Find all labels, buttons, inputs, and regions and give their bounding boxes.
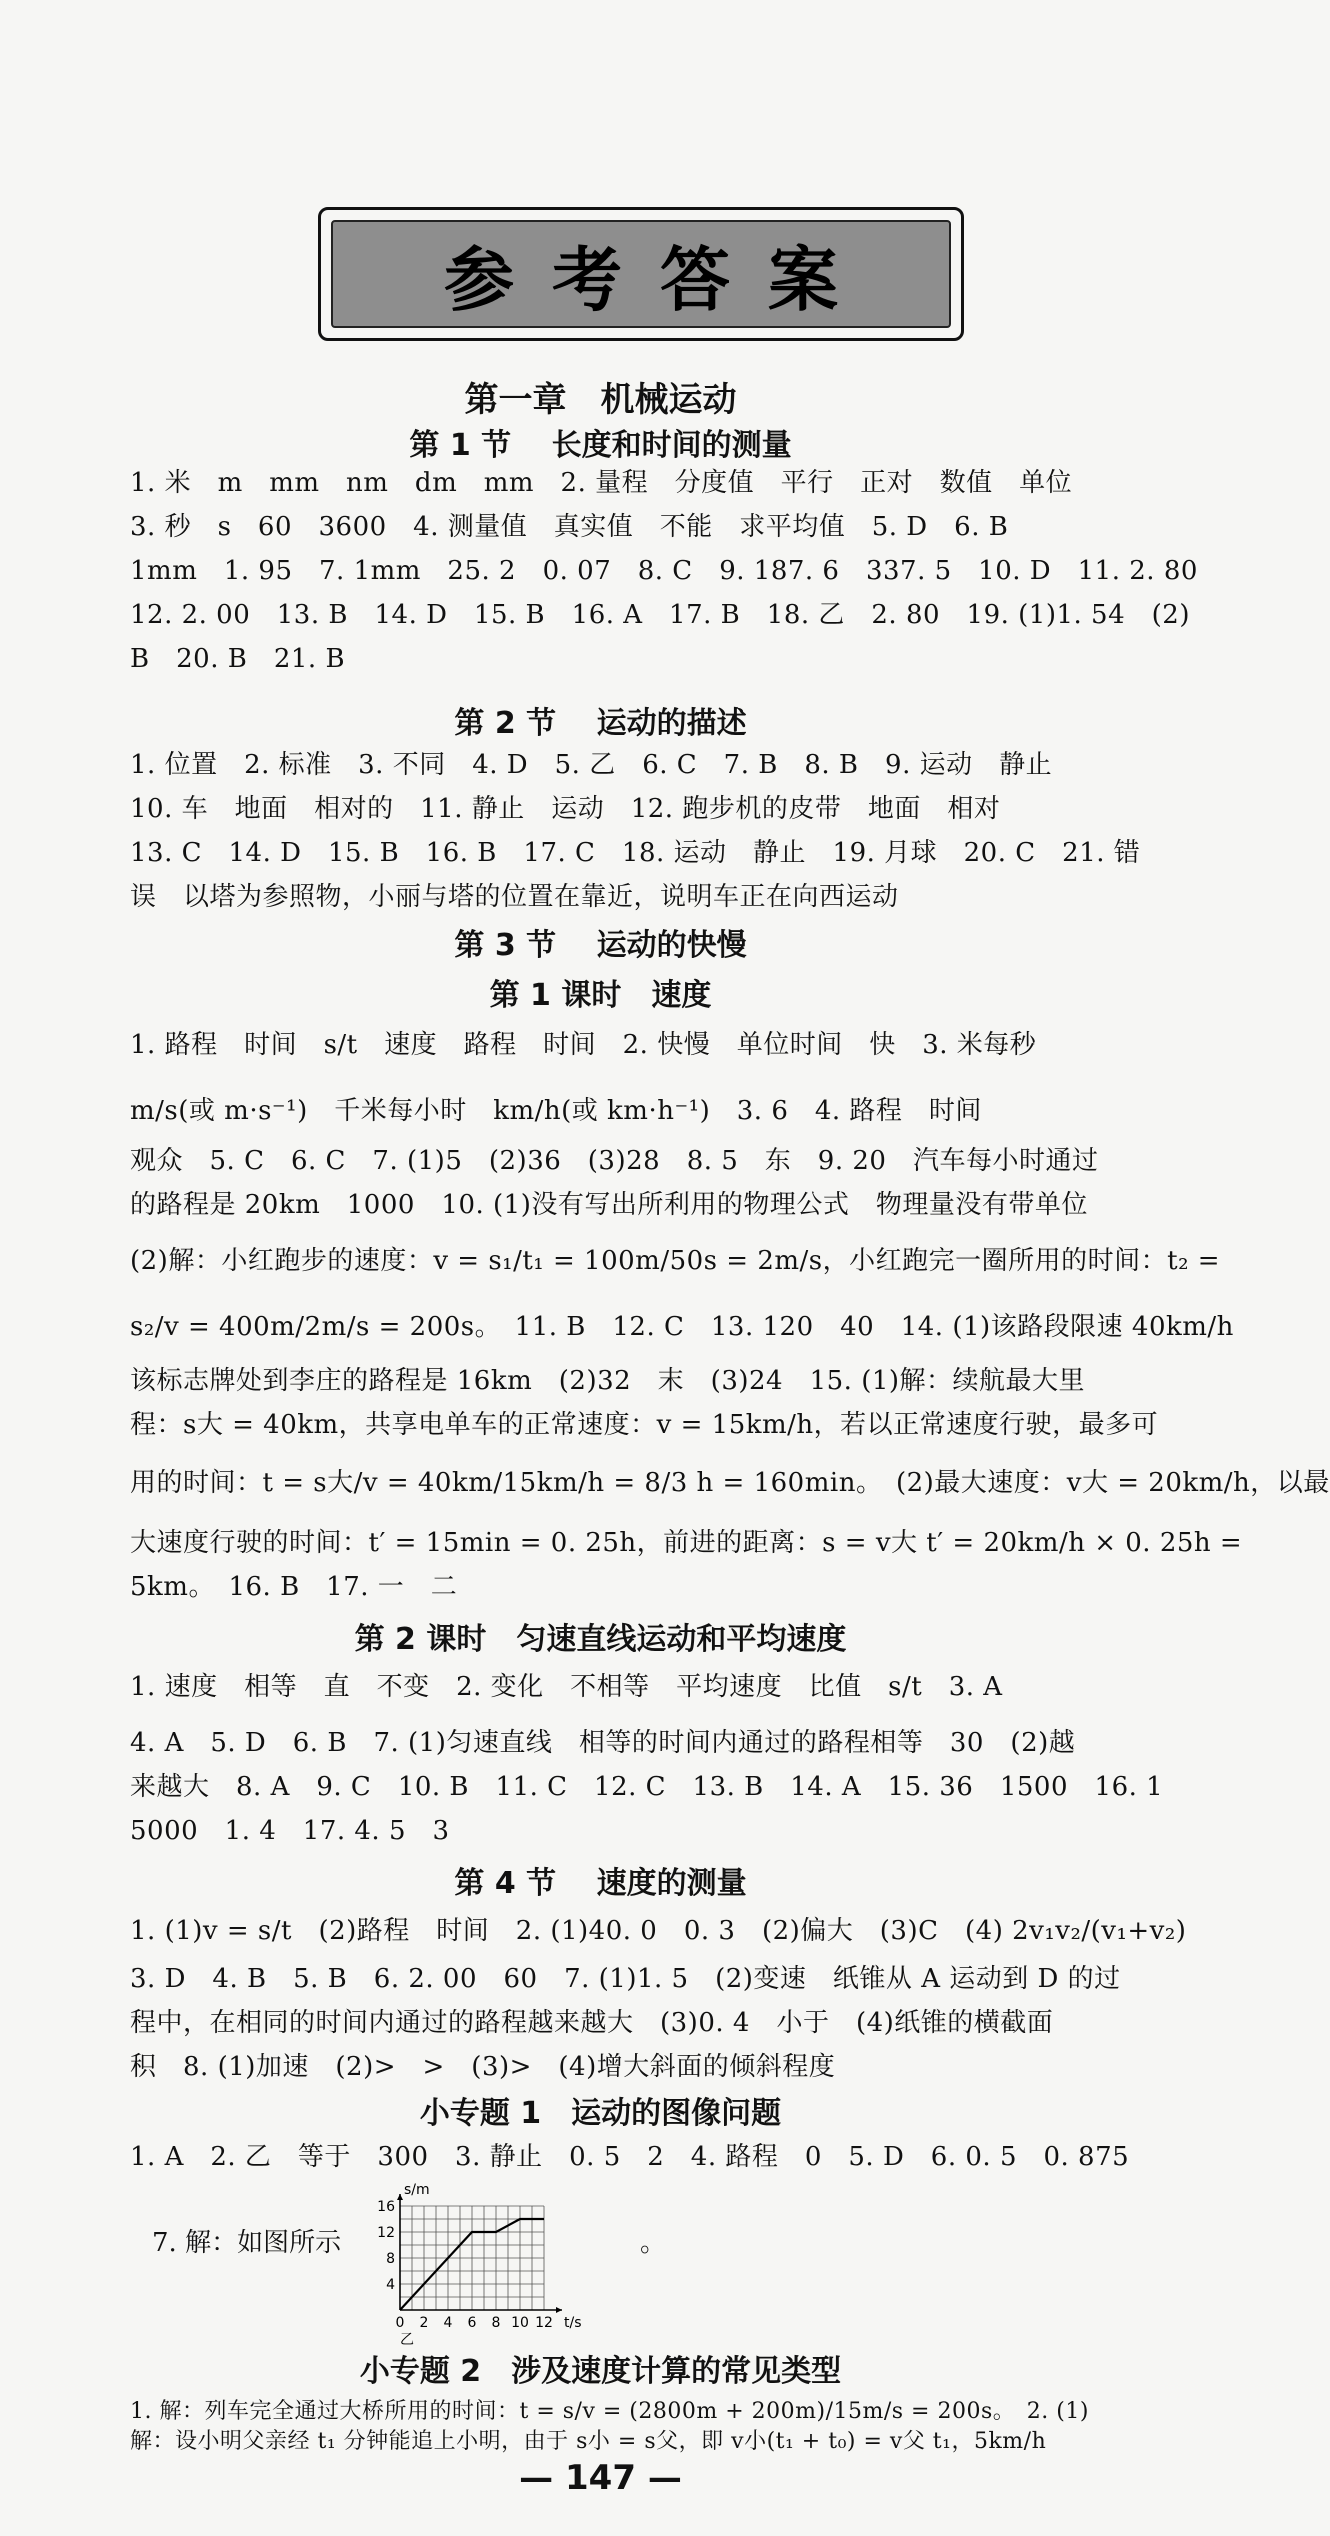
section-heading-1: 第 1 节 长度和时间的测量 <box>409 428 792 463</box>
answer-line: (2)解：小红跑步的速度：v = s₁/t₁ = 100m/50s = 2m/s，小红跑完一圈所用的时间：t₂ = <box>130 1246 1221 1276</box>
figure-sublabel: 乙 <box>400 2332 414 2348</box>
answer-line: 1. A 2. 乙 等于 300 3. 静止 0. 5 2 4. 路程 0 5. D 6. 0. 5 0. 875 <box>130 2142 1130 2172</box>
graph-labels <box>377 2182 581 2348</box>
distance-time-graph <box>370 2180 630 2348</box>
answer-line: 4. A 5. D 6. B 7. (1)匀速直线 相等的时间内通过的路程相等 30 (2)越 <box>130 1728 1076 1758</box>
graph-grid <box>400 2206 544 2310</box>
answer-line: 3. 秒 s 60 3600 4. 测量值 真实值 不能 求平均值 5. D 6. B <box>130 512 1009 542</box>
banner-title: 参考答案 <box>444 238 876 321</box>
x-tick-label: 10 <box>511 2315 529 2331</box>
y-tick-label: 8 <box>386 2251 395 2267</box>
x-tick-label: 12 <box>535 2315 553 2331</box>
answer-key-banner <box>318 207 964 341</box>
answer-line: 解：设小明父亲经 t₁ 分钟能追上小明，由于 s小 = s父，即 v小(t₁ + t₀) = v父 t₁，5km/h <box>130 2429 1047 2454</box>
answer-line: 用的时间：t = s大/v = 40km/15km/h = 8/3 h = 160min。 (2)最大速度：v大 = 20km/h，以最 <box>130 1468 1330 1498</box>
answer-line: 大速度行驶的时间：t′ = 15min = 0. 25h，前进的距离：s = v大 t′ = 20km/h × 0. 25h = <box>130 1528 1243 1558</box>
answer-line: 误 以塔为参照物，小丽与塔的位置在靠近，说明车正在向西运动 <box>130 882 899 912</box>
page-number: — 147 — <box>519 2458 682 2498</box>
answer-line: 12. 2. 00 13. B 14. D 15. B 16. A 17. B 18. 乙 2. 80 19. (1)1. 54 (2) <box>130 600 1190 630</box>
answer-line: 10. 车 地面 相对的 11. 静止 运动 12. 跑步机的皮带 地面 相对 <box>130 794 1001 824</box>
answer-line: 程：s大 = 40km，共享电单车的正常速度：v = 15km/h，若以正常速度行驶，最多可 <box>130 1410 1159 1440</box>
answer-line: 5000 1. 4 17. 4. 5 3 <box>130 1816 450 1846</box>
x-axis-arrow <box>556 2307 562 2313</box>
answer-line: 5km。 16. B 17. 一 二 <box>130 1572 458 1602</box>
section-heading-4: 第 4 节 速度的测量 <box>454 1866 747 1901</box>
y-tick-label: 4 <box>386 2277 395 2293</box>
graph-axes <box>397 2194 562 2313</box>
section-heading-3: 第 3 节 运动的快慢 <box>454 928 747 963</box>
answer-line: 1. (1)v = s/t (2)路程 时间 2. (1)40. 0 0. 3 (2)偏大 (3)C (4) 2v₁v₂/(v₁+v₂) <box>130 1916 1187 1946</box>
y-tick-label: 16 <box>377 2199 395 2215</box>
answer-line: 的路程是 20km 1000 10. (1)没有写出所利用的物理公式 物理量没有带单位 <box>130 1190 1088 1220</box>
x-tick-label: 8 <box>491 2315 501 2331</box>
answer-line: m/s(或 m·s⁻¹) 千米每小时 km/h(或 km·h⁻¹) 3. 6 4. 路程 时间 <box>130 1096 982 1126</box>
answer-line: 程中，在相同的时间内通过的路程越来越大 (3)0. 4 小于 (4)纸锥的横截面 <box>130 2008 1054 2038</box>
answer-line: 1. 米 m mm nm dm mm 2. 量程 分度值 平行 正对 数值 单位 <box>130 468 1073 498</box>
answer-line: B 20. B 21. B <box>130 644 346 674</box>
figure-trailing: 。 <box>640 2228 667 2258</box>
answer-line: 1. 位置 2. 标准 3. 不同 4. D 5. 乙 6. C 7. B 8. B 9. 运动 静止 <box>130 750 1053 780</box>
x-axis-label: t/s <box>564 2315 582 2331</box>
y-tick-label: 12 <box>377 2225 395 2241</box>
figure-caption: 7. 解：如图所示 <box>152 2228 342 2258</box>
x-tick-label: 6 <box>467 2315 477 2331</box>
answer-line: 1. 路程 时间 s/t 速度 路程 时间 2. 快慢 单位时间 快 3. 米每秒 <box>130 1030 1037 1060</box>
banner-panel <box>331 220 951 328</box>
x-tick-label: 0 <box>395 2315 405 2331</box>
chapter-title: 第一章 机械运动 <box>464 380 737 420</box>
answer-line: 观众 5. C 6. C 7. (1)5 (2)36 (3)28 8. 5 东 9. 20 汽车每小时通过 <box>130 1146 1099 1176</box>
answer-line: 1mm 1. 95 7. 1mm 25. 2 0. 07 8. C 9. 187. 6 337. 5 10. D 11. 2. 80 <box>130 556 1198 586</box>
answer-line: 来越大 8. A 9. C 10. B 11. C 12. C 13. B 14. A 15. 36 1500 16. 1 <box>130 1772 1164 1802</box>
topic-heading-1: 小专题 1 运动的图像问题 <box>419 2096 782 2131</box>
x-tick-label: 2 <box>419 2315 429 2331</box>
lesson-heading-1: 第 1 课时 速度 <box>489 978 712 1013</box>
lesson-heading-2: 第 2 课时 匀速直线运动和平均速度 <box>354 1622 847 1657</box>
graph-svg <box>370 2180 630 2348</box>
answer-line: 3. D 4. B 5. B 6. 2. 00 60 7. (1)1. 5 (2)变速 纸锥从 A 运动到 D 的过 <box>130 1964 1121 1994</box>
answer-line: 该标志牌处到李庄的路程是 16km (2)32 末 (3)24 15. (1)解：续航最大里 <box>130 1366 1086 1396</box>
y-axis-label: s/m <box>404 2182 430 2198</box>
answer-line: 1. 解：列车完全通过大桥所用的时间：t = s/v = (2800m + 200m)/15m/s = 200s。 2. (1) <box>130 2399 1089 2424</box>
answer-line: s₂/v = 400m/2m/s = 200s。 11. B 12. C 13. 120 40 14. (1)该路段限速 40km/h <box>130 1312 1234 1342</box>
topic-heading-2: 小专题 2 涉及速度计算的常见类型 <box>359 2354 842 2389</box>
x-tick-label: 4 <box>443 2315 453 2331</box>
section-heading-2: 第 2 节 运动的描述 <box>454 706 747 741</box>
answer-line: 13. C 14. D 15. B 16. B 17. C 18. 运动 静止 19. 月球 20. C 21. 错 <box>130 838 1141 868</box>
answer-line: 积 8. (1)加速 (2)> > (3)> (4)增大斜面的倾斜程度 <box>130 2052 836 2082</box>
y-axis-arrow <box>397 2194 403 2200</box>
answer-line: 1. 速度 相等 直 不变 2. 变化 不相等 平均速度 比值 s/t 3. A <box>130 1672 1003 1702</box>
